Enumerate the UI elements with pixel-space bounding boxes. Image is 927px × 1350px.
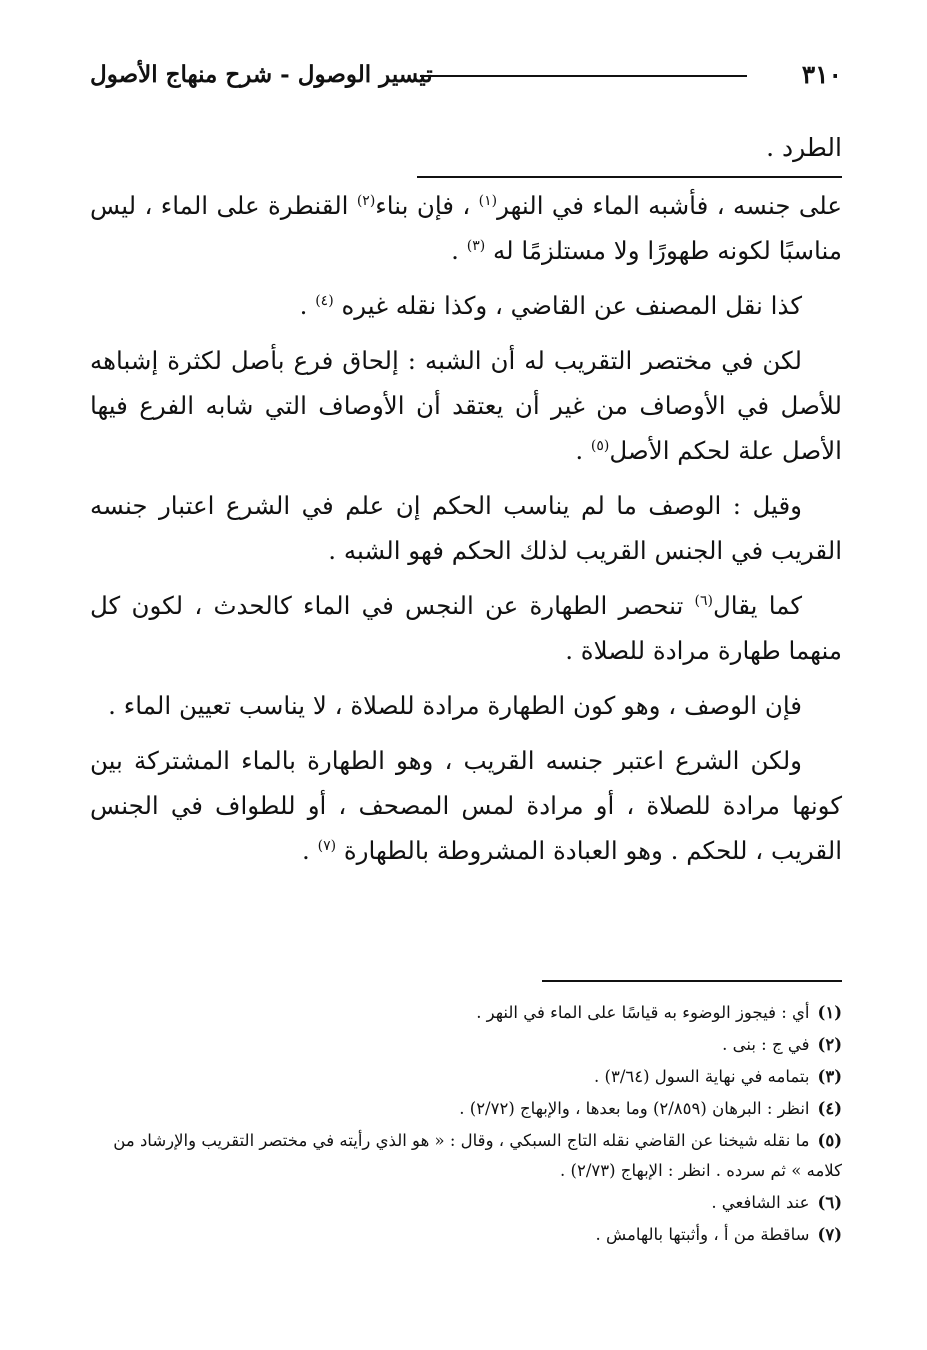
paragraph: فإن الوصف ، وهو كون الطهارة مرادة للصلاة ، لا يناسب تعيين الماء . — [108, 691, 802, 720]
footnote-number: (٥) — [817, 1131, 842, 1150]
footnote-number: (٤) — [817, 1099, 842, 1118]
page-header — [90, 58, 842, 94]
footnote-ref: (٥) — [590, 437, 610, 454]
paragraph: وقيل : الوصف ما لم يناسب الحكم إن علم في الشرع اعتبار جنسه القريب في الجنس القريب لذلك الحكم فهو الشبه . — [90, 491, 842, 565]
footnote: (٧)ساقطة من أ ، وأثبتها بالهامش . — [90, 1220, 842, 1250]
footnote-ref: (١) — [478, 192, 498, 209]
body-text — [90, 183, 842, 883]
header-rule — [420, 75, 747, 77]
footnote-number: (٢) — [817, 1035, 842, 1054]
running-title: تيسير الوصول - شرح منهاج الأصول — [90, 61, 433, 88]
footnote: (٣)بتمامه في نهاية السول (٣/٦٤) . — [90, 1062, 842, 1092]
footnote-ref: (٧) — [317, 837, 337, 854]
footnote-ref: (٦) — [694, 592, 713, 609]
footnote: (٥)ما نقله شيخنا عن القاضي نقله التاج السبكي ، وقال : « هو الذي رأيته في مختصر التقريب والإرشاد من كلامه » ثم سرده . انظر : الإبهاج (٢/٧٣) . — [90, 1126, 842, 1186]
footnote-number: (٣) — [817, 1067, 842, 1086]
footnote-number: (٧) — [817, 1225, 842, 1244]
paragraph: كما يقال$^{(٦)}$ تنحصر الطهارة عن النجس في الماء كالحدث ، لكون كل منهما طهارة مرادة للصلاة . — [90, 591, 842, 665]
footnote-ref: (٤) — [315, 292, 334, 309]
paragraph: لكن في مختصر التقريب له أن الشبه : إلحاق فرع بأصل لكثرة إشباهه للأصل في الأوصاف من غير أن يعتقد أن الأوصاف التي شابه الفرع فيها الأصل علة لحكم الأصل$^{(٥)}$ . — [90, 346, 842, 465]
continued-text-line: الطرد . — [766, 133, 842, 162]
footnotes — [90, 998, 842, 1252]
section-rule — [417, 176, 842, 178]
paragraph: على جنسه ، فأشبه الماء في النهر$^{(١)}$ ، فإن بناء$^{(٢)}$ القنطرة على الماء ، ليس مناسبًا لكونه طهورًا ولا مستلزمًا له $^{(٣)}$ . — [90, 191, 842, 265]
paragraph: ولكن الشرع اعتبر جنسه القريب ، وهو الطهارة بالماء المشتركة بين كونها مرادة للصلاة ، أو مرادة لمس المصحف ، أو للطواف في الجنس القريب ، للحكم . وهو العبادة المشروطة بالطهارة $^{(٧)}$ . — [90, 746, 842, 865]
footnote-number: (١) — [817, 1003, 842, 1022]
footnote: (١)أي : فيجوز الوضوء به قياسًا على الماء في النهر . — [90, 998, 842, 1028]
footnote-number: (٦) — [817, 1193, 842, 1212]
footnote-separator — [542, 980, 842, 982]
footnote: (٤)انظر : البرهان (٢/٨٥٩) وما بعدها ، والإبهاج (٢/٧٢) . — [90, 1094, 842, 1124]
footnote-ref: (٢) — [356, 192, 376, 209]
page-number: ٣١٠ — [801, 60, 842, 89]
paragraph: كذا نقل المصنف عن القاضي ، وكذا نقله غيره $^{(٤)}$ . — [299, 291, 802, 320]
footnote: (٦)عند الشافعي . — [90, 1188, 842, 1218]
footnote: (٢)في ج : بنى . — [90, 1030, 842, 1060]
footnote-ref: (٣) — [466, 237, 486, 254]
